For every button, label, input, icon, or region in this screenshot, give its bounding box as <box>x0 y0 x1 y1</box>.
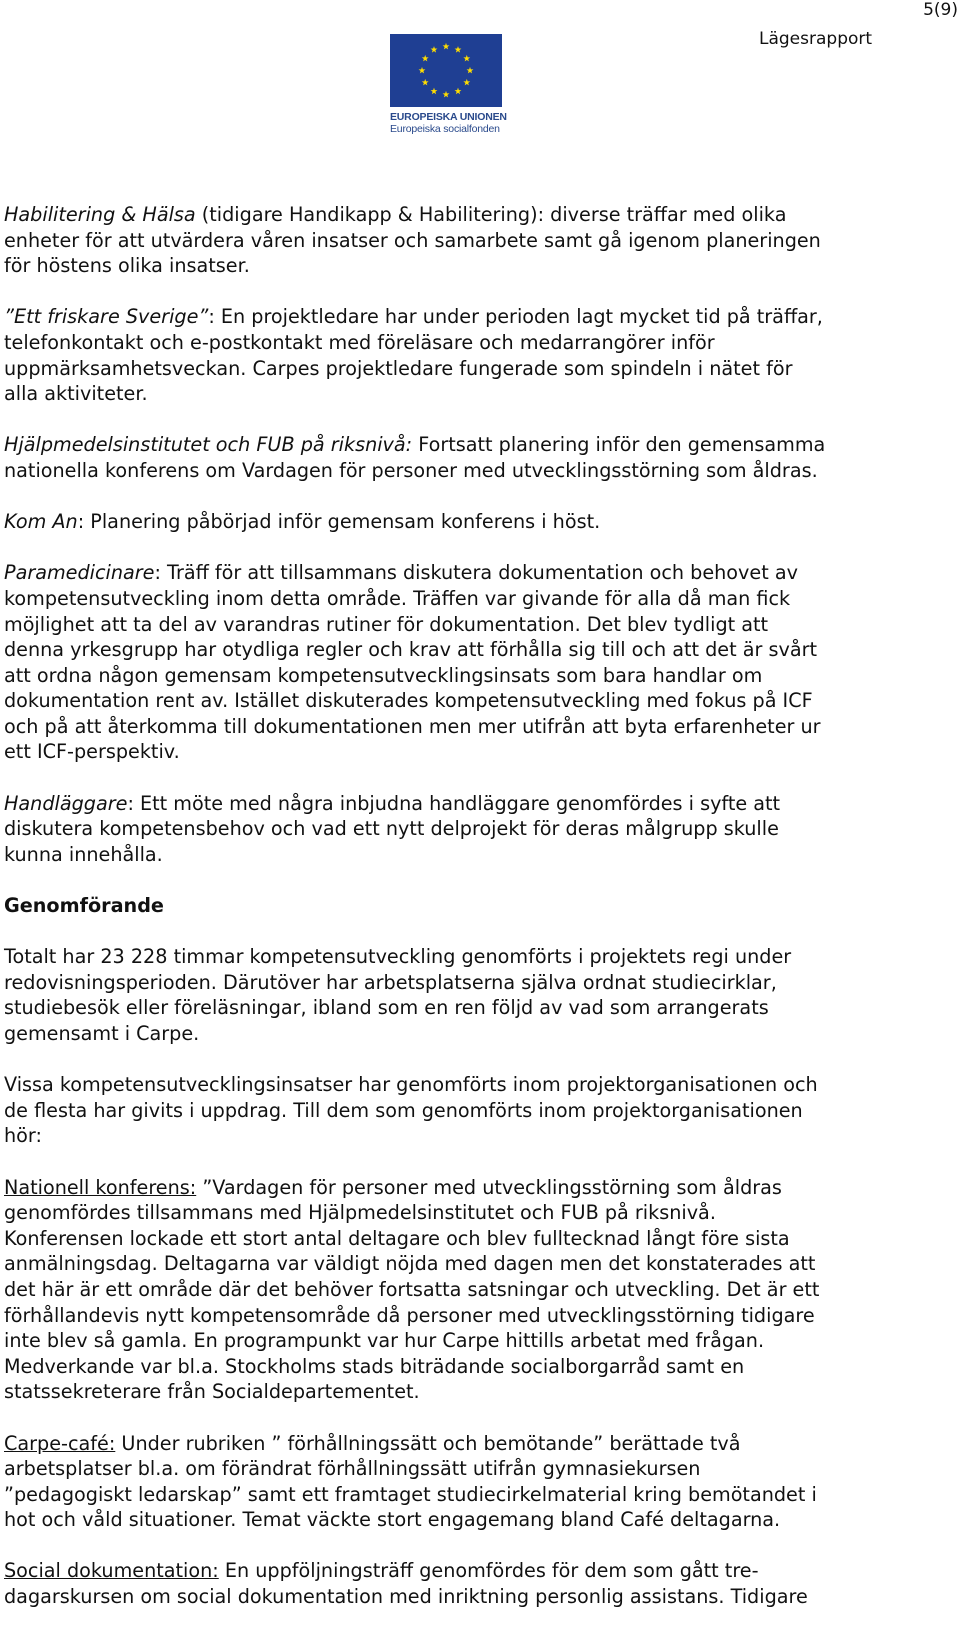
eu-logo-line1: EUROPEISKA UNIONEN <box>390 111 507 123</box>
paragraph-habilitering <box>4 202 952 279</box>
text-line: Fortsatt planering inför den gemensamma <box>412 433 826 457</box>
text-line: Konferensen lockade ett stort antal deltagare och blev fulltecknad långt före sista <box>4 1226 790 1250</box>
hjalpmedel-label: Hjälpmedelsinstitutet och FUB på riksnivå: <box>4 433 413 457</box>
text-line: : Planering påbörjad inför gemensam konferens i höst. <box>77 510 601 534</box>
text-line: nationella konferens om Vardagen för personer med utvecklingsstörning som åldras. <box>4 458 818 482</box>
text-line: genomfördes tillsammans med Hjälpmedelsinstitutet och FUB på riksnivå. <box>4 1201 716 1225</box>
text-line: : En projektledare har under perioden lagt mycket tid på träffar, <box>208 305 823 329</box>
text-line: och på att återkomma till dokumentationen men mer utifrån att byta erfarenheter ur <box>4 714 821 738</box>
text-line: statssekreterare från Socialdepartementet. <box>4 1380 420 1404</box>
text-line: kunna innehålla. <box>4 842 163 866</box>
social-dokumentation-label: Social dokumentation: <box>4 1559 219 1583</box>
text-line: arbetsplatser bl.a. om förändrat förhållningssätt utifrån gymnasiekursen <box>4 1457 701 1481</box>
habilitering-label: Habilitering & Hälsa <box>4 203 196 226</box>
text-line: studiebesök eller föreläsningar, ibland som en ren följd av vad som arrangerats <box>4 996 769 1020</box>
paragraph-vissa <box>4 1072 952 1149</box>
paragraph-paramedicinare <box>4 560 952 765</box>
carpe-cafe-label: Carpe-café: <box>4 1431 116 1455</box>
koman-label: Kom An <box>4 510 78 534</box>
text-line: att ordna någon gemensam kompetensutvecklingsinsats som bara handlar om <box>4 663 763 687</box>
text-line: Vissa kompetensutvecklingsinsatser har genomförts inom projektorganisationen och <box>4 1073 818 1097</box>
paramedicinare-label: Paramedicinare <box>4 561 155 585</box>
text-line: det här är ett område där det behöver fortsatta satsningar och utveckling. Det är ett <box>4 1277 820 1301</box>
text-line: möjlighet att ta del av varandras rutiner för dokumentation. Det blev tydligt att <box>4 612 769 636</box>
paragraph-friskare <box>4 304 952 406</box>
text-line: de flesta har givits i uppdrag. Till dem som genomförts inom projektorganisationen <box>4 1098 803 1122</box>
text-line: gemensamt i Carpe. <box>4 1022 200 1045</box>
eu-logo <box>390 34 505 136</box>
text-line: hot och våld situationer. Temat väckte stort engagemang bland Café deltagarna. <box>4 1508 781 1532</box>
section-heading-genomforande: Genomförande <box>4 894 164 918</box>
page-number: 5(9) <box>923 0 958 20</box>
text-line: : Ett möte med några inbjudna handläggare genomfördes i syfte att <box>127 791 781 815</box>
text-line: Medverkande var bl.a. Stockholms stads biträdande socialborgarråd samt en <box>4 1354 745 1378</box>
text-line: Totalt har 23 228 timmar kompetensutveckling genomförts i projektets regi under <box>4 945 792 969</box>
friskare-label: ”Ett friskare Sverige” <box>4 305 209 329</box>
text-line: denna yrkesgrupp har otydliga regler och krav att förhålla sig till och att det är svårt <box>4 638 817 662</box>
text-line: alla aktiviteter. <box>4 382 148 406</box>
text-line: inte blev så gamla. En programpunkt var hur Carpe hittills arbetat med frågan. <box>4 1329 765 1353</box>
paragraph-koman <box>4 509 952 535</box>
text-line: (tidigare Handikapp & Habilitering): diverse träffar med olika <box>195 203 787 226</box>
paragraph-handlaggare <box>4 791 952 868</box>
text-line: för höstens olika insatser. <box>4 254 250 278</box>
text-line: anmälningsdag. Deltagarna var väldigt nöjda med dagen men det konstaterades att <box>4 1252 816 1276</box>
text-line: redovisningsperioden. Därutöver har arbetsplatserna själva ordnat studiecirklar, <box>4 970 777 994</box>
text-line: hör: <box>4 1124 42 1148</box>
paragraph-carpe-cafe <box>4 1431 952 1533</box>
text-line: ”Vardagen för personer med utvecklingsstörning som åldras <box>196 1175 782 1199</box>
text-line: Under rubriken ” förhållningssätt och bemötande” berättade två <box>115 1431 741 1455</box>
text-line: : Träff för att tillsammans diskutera dokumentation och behovet av <box>154 561 798 585</box>
eu-flag-icon <box>390 34 502 107</box>
paragraph-social-dokumentation <box>4 1558 952 1609</box>
text-line: ett ICF-perspektiv. <box>4 740 180 764</box>
nationell-konferens-label: Nationell konferens: <box>4 1175 197 1199</box>
paragraph-nationell-konferens <box>4 1175 952 1405</box>
text-line: enheter för att utvärdera våren insatser och samarbete samt gå igenom planeringen <box>4 228 821 252</box>
text-line: telefonkontakt och e-postkontakt med föreläsare och medarrangörer inför <box>4 330 715 354</box>
text-line: kompetensutveckling inom detta område. Träffen var givande för alla då man fick <box>4 586 791 610</box>
document-title: Lägesrapport <box>759 29 873 49</box>
text-line: förhållandevis nytt kompetensområde då personer med utvecklingsstörning tidigare <box>4 1303 815 1327</box>
handlaggare-label: Handläggare <box>4 791 128 815</box>
text-line: ”pedagogiskt ledarskap” samt ett framtaget studiecirkelmaterial kring bemötandet i <box>4 1482 817 1506</box>
paragraph-totalt <box>4 944 952 1046</box>
text-line: dagarskursen om social dokumentation med inriktning personlig assistans. Tidigare <box>4 1585 808 1609</box>
paragraph-hjalpmedel <box>4 432 952 483</box>
text-line: diskutera kompetensbehov och vad ett nytt delprojekt för deras målgrupp skulle <box>4 817 779 841</box>
document-body <box>4 202 952 1635</box>
eu-logo-line2: Europeiska socialfonden <box>390 123 500 135</box>
text-line: En uppföljningsträff genomfördes för dem som gått tre- <box>218 1559 759 1583</box>
text-line: dokumentation rent av. Istället diskuterades kompetensutveckling med fokus på ICF <box>4 689 813 713</box>
text-line: uppmärksamhetsveckan. Carpes projektledare fungerade som spindeln i nätet för <box>4 356 793 380</box>
